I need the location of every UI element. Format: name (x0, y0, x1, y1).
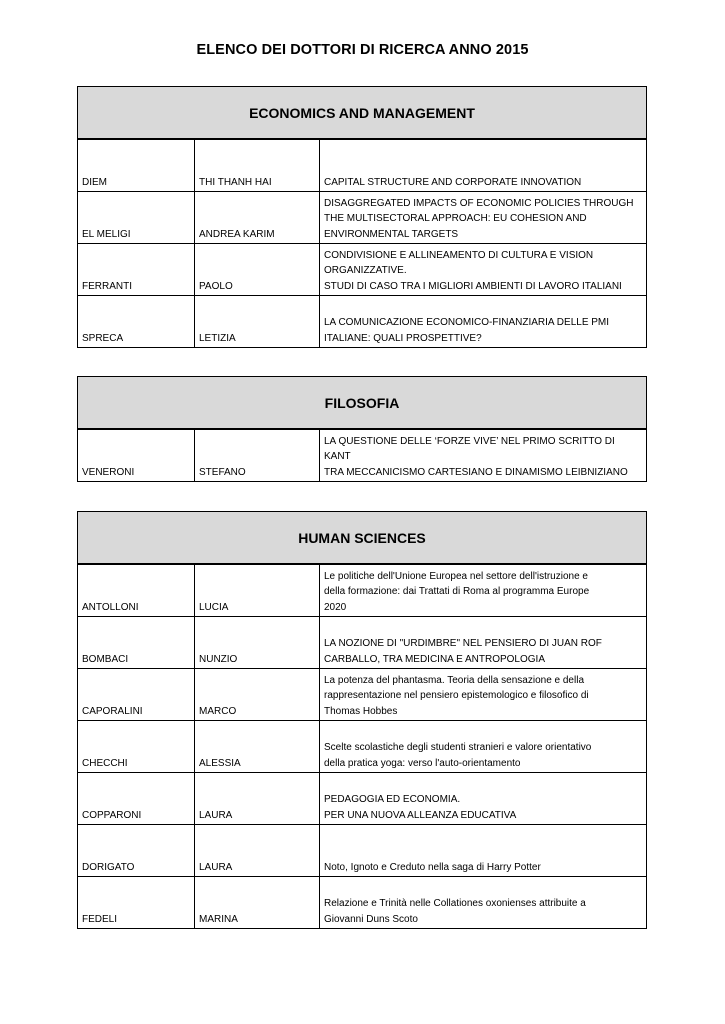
name-cell: ANDREA KARIM (195, 192, 320, 243)
thesis-text: LA QUESTIONE DELLE ‘FORZE VIVE’ NEL PRIMO SCRITTO DI KANT TRA MECCANICISMO CARTESIANO E DINAMISMO LEIBNIZIANO (324, 435, 628, 478)
table-row (78, 720, 646, 772)
thesis-text: DISAGGREGATED IMPACTS OF ECONOMIC POLICIES THROUGH THE MULTISECTORAL APPROACH: EU COHESION AND ENVIRONMENTAL TARGETS (324, 197, 634, 240)
name-cell: THI THANH HAI (195, 140, 320, 191)
thesis-text: Relazione e Trinità nelle Collationes oxonienses attribuite a Giovanni Duns Scoto (324, 898, 586, 925)
table-row (78, 772, 646, 824)
section-human-sciences (77, 511, 647, 929)
thesis-text: CAPITAL STRUCTURE AND CORPORATE INNOVATION (324, 176, 582, 188)
document-title: ELENCO DEI DOTTORI DI RICERCA ANNO 2015 (196, 42, 529, 58)
thesis-cell (320, 244, 646, 295)
thesis-text: Noto, Ignoto e Creduto nella saga di Harry Potter (324, 861, 541, 873)
table-row (78, 824, 646, 876)
surname-cell: EL MELIGI (78, 192, 195, 243)
table-row (78, 139, 646, 191)
surname-cell: BOMBACI (78, 617, 195, 668)
thesis-cell (320, 565, 646, 616)
section-header: FILOSOFIA (78, 377, 646, 429)
table-row (78, 668, 646, 720)
table-row (78, 616, 646, 668)
thesis-text: CONDIVISIONE E ALLINEAMENTO DI CULTURA E VISION ORGANIZZATIVE. STUDI DI CASO TRA I MIGLIORI AMBIENTI DI LAVORO ITALIANI (324, 249, 622, 292)
thesis-text: LA NOZIONE DI "URDIMBRE" NEL PENSIERO DI JUAN ROF CARBALLO, TRA MEDICINA E ANTROPOLOGIA (324, 638, 602, 665)
table-row (78, 876, 646, 928)
thesis-cell (320, 825, 646, 876)
table-row (78, 295, 646, 347)
name-cell: MARINA (195, 877, 320, 928)
name-cell: LETIZIA (195, 296, 320, 347)
name-cell: LUCIA (195, 565, 320, 616)
thesis-cell (320, 721, 646, 772)
surname-cell: CHECCHI (78, 721, 195, 772)
thesis-text: Scelte scolastiche degli studenti stranieri e valore orientativo della pratica yoga: verso l'auto-orientamento (324, 742, 592, 769)
section-filosofia (77, 376, 647, 482)
surname-cell: VENERONI (78, 430, 195, 481)
section-economics-and-management (77, 86, 647, 348)
name-cell: NUNZIO (195, 617, 320, 668)
thesis-text: Le politiche dell'Unione Europea nel settore dell'istruzione e della formazione: dai Trattati di Roma al programma Europe 2020 (324, 570, 590, 613)
thesis-text: LA COMUNICAZIONE ECONOMICO-FINANZIARIA DELLE PMI ITALIANE: QUALI PROSPETTIVE? (324, 317, 610, 344)
table-row (78, 564, 646, 616)
name-cell: PAOLO (195, 244, 320, 295)
name-cell: STEFANO (195, 430, 320, 481)
name-cell: MARCO (195, 669, 320, 720)
table-row (78, 191, 646, 243)
surname-cell: FEDELI (78, 877, 195, 928)
surname-cell: DIEM (78, 140, 195, 191)
surname-cell: SPRECA (78, 296, 195, 347)
thesis-cell (320, 617, 646, 668)
thesis-text: PEDAGOGIA ED ECONOMIA. PER UNA NUOVA ALLEANZA EDUCATIVA (324, 794, 517, 821)
surname-cell: DORIGATO (78, 825, 195, 876)
section-header: HUMAN SCIENCES (78, 512, 646, 564)
thesis-cell (320, 430, 646, 481)
table-row (78, 243, 646, 295)
thesis-cell (320, 296, 646, 347)
thesis-cell (320, 140, 646, 191)
thesis-cell (320, 669, 646, 720)
surname-cell: ANTOLLONI (78, 565, 195, 616)
table-row (78, 429, 646, 481)
surname-cell: CAPORALINI (78, 669, 195, 720)
thesis-text: La potenza del phantasma. Teoria della sensazione e della rappresentazione nel pensiero epistemologico e filosofico di Thomas Hobbes (324, 674, 589, 717)
section-header: ECONOMICS AND MANAGEMENT (78, 87, 646, 139)
thesis-cell (320, 773, 646, 824)
thesis-cell (320, 192, 646, 243)
name-cell: LAURA (195, 773, 320, 824)
surname-cell: COPPARONI (78, 773, 195, 824)
surname-cell: FERRANTI (78, 244, 195, 295)
name-cell: LAURA (195, 825, 320, 876)
thesis-cell (320, 877, 646, 928)
name-cell: ALESSIA (195, 721, 320, 772)
